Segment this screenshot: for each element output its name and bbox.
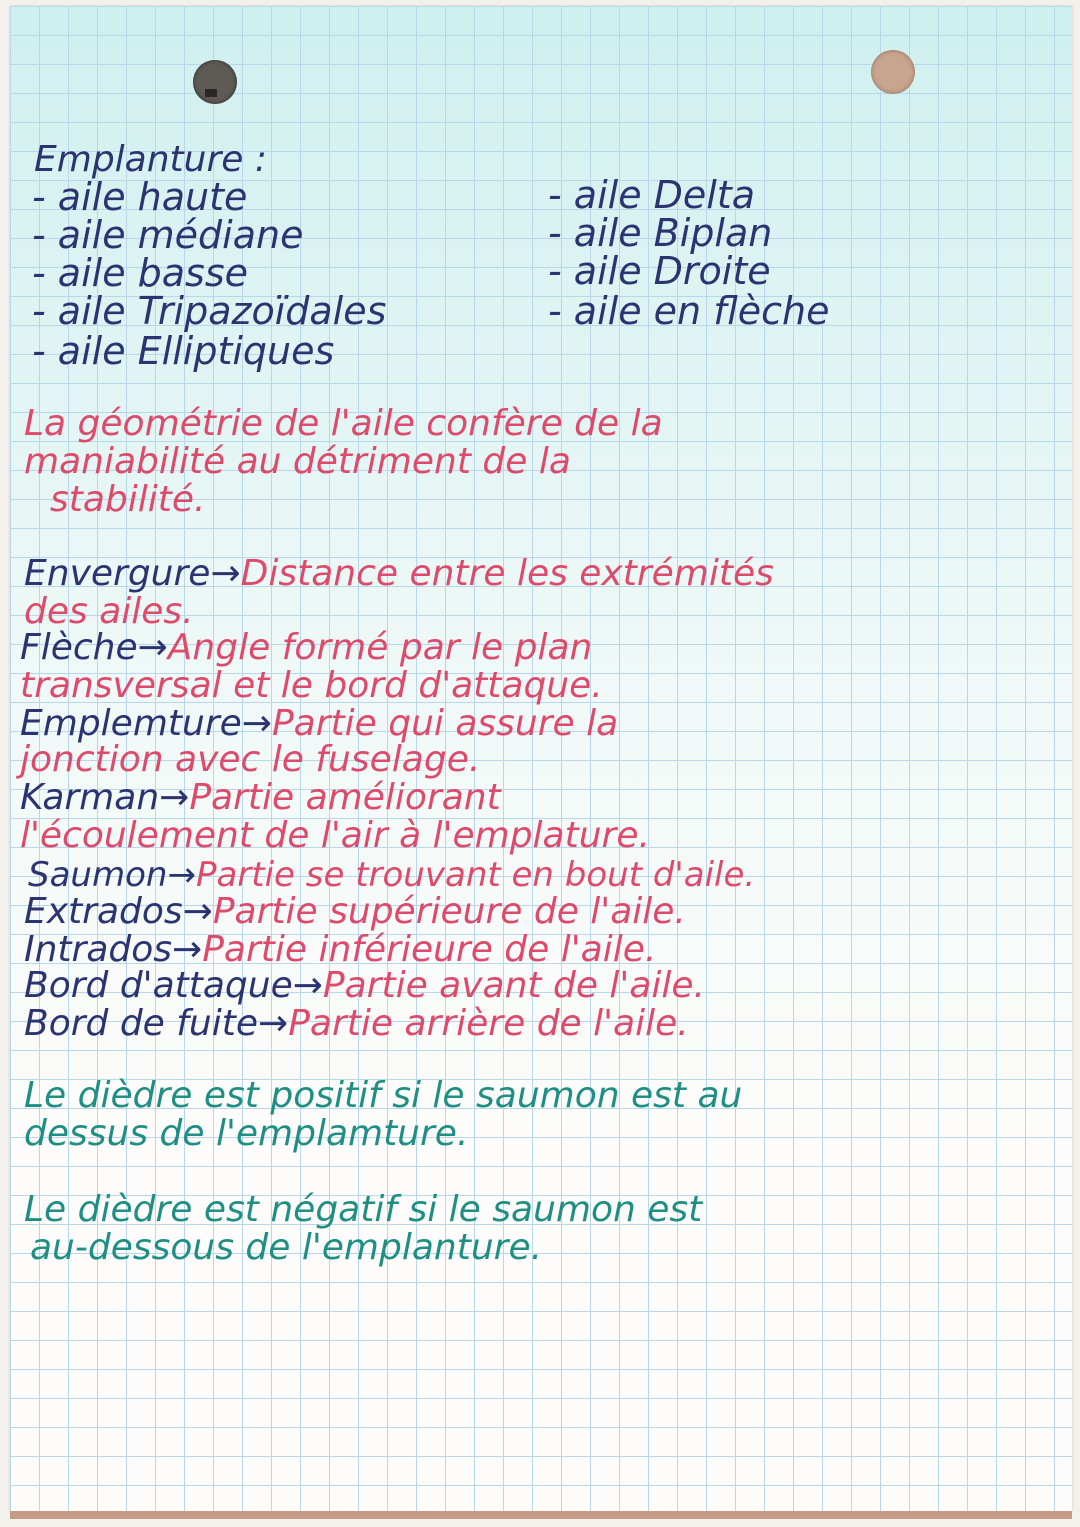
definition-row <box>20 665 603 706</box>
wing-type-left: - aile médiane <box>32 213 304 257</box>
definition-text: jonction avec le fuselage. <box>20 739 481 780</box>
definition-row <box>20 703 619 744</box>
arrow-icon: → <box>292 965 323 1006</box>
geometry-note-line: La géométrie de l'aile confère de la <box>24 403 663 444</box>
definition-term: Flèche <box>20 627 138 668</box>
wing-type-left: - aile Elliptiques <box>32 329 335 373</box>
arrow-icon: → <box>182 891 213 932</box>
definition-row <box>28 855 756 895</box>
definition-text: Partie arrière de l'aile. <box>288 1003 689 1044</box>
notebook-page <box>10 6 1072 1511</box>
wing-type-right: - aile Delta <box>548 173 756 217</box>
wing-type-right: - aile Droite <box>548 249 771 293</box>
definition-text: Partie supérieure de l'aile. <box>212 891 686 932</box>
definition-text: transversal et le bord d'attaque. <box>20 665 603 706</box>
definition-text: Partie avant de l'aile. <box>322 965 705 1006</box>
arrow-icon: → <box>258 1003 289 1044</box>
definition-row <box>24 1003 689 1044</box>
wing-type-left: - aile basse <box>32 251 249 295</box>
definition-text: Partie qui assure la <box>271 703 619 744</box>
definition-row <box>24 965 705 1006</box>
arrow-icon: → <box>210 553 241 594</box>
dihedral-positive-line: dessus de l'emplamture. <box>24 1113 469 1154</box>
wing-type-left: - aile Tripazoïdales <box>32 289 387 333</box>
definition-term: Emplemture <box>20 703 242 744</box>
dihedral-negative-line: au-dessous de l'emplanture. <box>30 1227 543 1268</box>
geometry-note-line: stabilité. <box>50 479 206 520</box>
wing-type-right: - aile Biplan <box>548 211 773 255</box>
definition-row <box>20 739 481 780</box>
page-bottom-edge <box>10 1511 1072 1519</box>
definition-text: Angle formé par le plan <box>167 627 593 668</box>
definition-term: Intrados <box>24 929 173 970</box>
wing-type-left: - aile haute <box>32 175 248 219</box>
definition-term: Bord de fuite <box>24 1003 259 1044</box>
definition-text: l'écoulement de l'air à l'emplature. <box>20 815 650 856</box>
arrow-icon: → <box>241 703 272 744</box>
definition-term: Saumon <box>28 855 168 895</box>
definition-row <box>24 591 194 632</box>
definition-text: Distance entre les extrémités <box>240 553 774 594</box>
definition-row <box>24 553 774 594</box>
definition-text: Partie inférieure de l'aile. <box>202 929 657 970</box>
definition-term: Envergure <box>24 553 211 594</box>
arrow-icon: → <box>137 627 168 668</box>
definition-text: des ailes. <box>24 591 194 632</box>
heading: Emplanture : <box>34 139 267 180</box>
arrow-icon: → <box>172 929 203 970</box>
definition-row <box>24 891 686 932</box>
arrow-icon: → <box>159 777 190 818</box>
definition-term: Bord d'attaque <box>24 965 293 1006</box>
definition-text: Partie se trouvant en bout d'aile. <box>195 855 756 895</box>
geometry-note-line: maniabilité au détriment de la <box>24 441 571 482</box>
binder-hole-left <box>193 60 237 104</box>
definition-row <box>24 929 657 970</box>
binder-hole-right <box>871 50 915 94</box>
definition-row <box>20 777 501 818</box>
arrow-icon: → <box>167 855 196 895</box>
dihedral-positive-line: Le dièdre est positif si le saumon est au <box>24 1075 743 1116</box>
definition-term: Karman <box>20 777 160 818</box>
definition-row <box>20 627 593 668</box>
wing-type-right: - aile en flèche <box>548 289 830 333</box>
definition-text: Partie améliorant <box>189 777 501 818</box>
definition-row <box>20 815 650 856</box>
dihedral-negative-line: Le dièdre est négatif si le saumon est <box>24 1189 703 1230</box>
definition-term: Extrados <box>24 891 183 932</box>
